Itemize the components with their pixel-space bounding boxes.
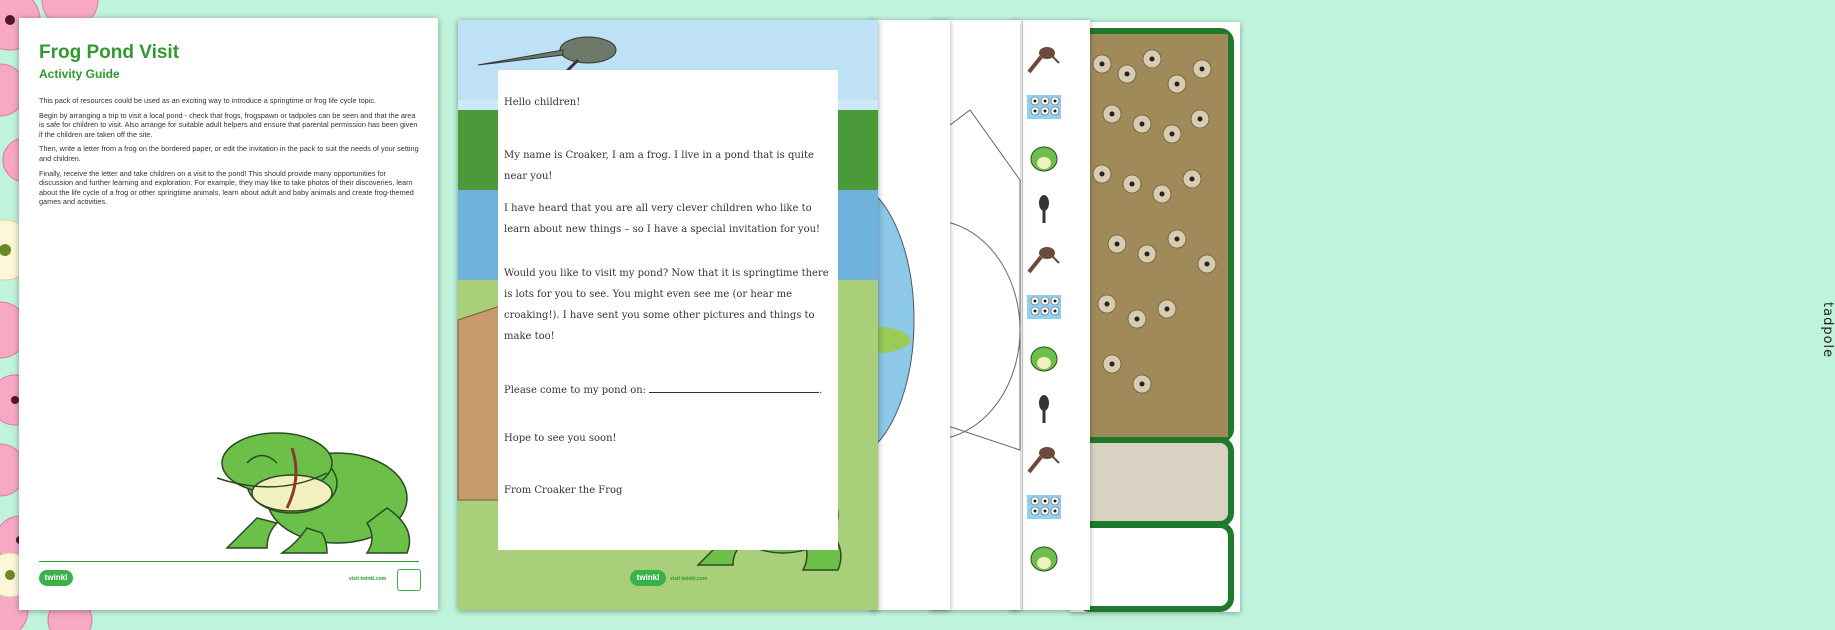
letter-text <box>498 70 838 550</box>
activity-guide-page <box>19 18 438 610</box>
twinkl-logo: twinkl <box>39 570 73 586</box>
frog-icon <box>1031 547 1057 571</box>
tadpole-icon <box>1029 447 1059 472</box>
lifecycle-icon-strip <box>1010 20 1090 610</box>
letter-date-line: Please come to my pond on: . <box>504 380 834 401</box>
guide-paragraph: Finally, receive the letter and take children on a visit to the pond! This should provide many opportunities for discussion and further learning and exploration. For example, they may like to take photos of their discoveries, learn about the life cycle of a frog or other springtime animals, learn about adult and baby animals and create frog-themed games and activities. <box>39 168 414 207</box>
guide-subtitle: Activity Guide <box>39 67 120 81</box>
photo-card-3 <box>1076 522 1234 612</box>
frog-icon <box>1031 147 1057 171</box>
letter-closing: Hope to see you soon! <box>504 433 617 444</box>
badge-icon <box>397 569 421 591</box>
letter-paragraph: My name is Croaker, I am a frog. I live in a pond that is quite near you! <box>504 150 814 182</box>
guide-paragraph: Begin by arranging a trip to visit a local pond - check that frogs, frogspawn or tadpoles can be seen and that the area is safe for children to visit. Also arrange for suitable adult helpers and ensure that parental permission has been given if the children are taken off the site. <box>39 110 418 139</box>
date-blank[interactable] <box>649 382 819 393</box>
date-prompt: Please come to my pond on: <box>504 385 647 396</box>
frog-icon <box>1031 347 1057 371</box>
guide-title: Frog Pond Visit <box>39 42 180 63</box>
tadpole-label: tadpole <box>1820 302 1835 359</box>
photo-card-2 <box>1076 437 1234 527</box>
tadpole-tail-icon <box>1039 395 1049 423</box>
tadpole-tail-icon <box>1039 195 1049 223</box>
lifecycle-icons <box>1025 35 1065 605</box>
frogspawn-photo <box>1076 28 1234 443</box>
guide-paragraph: Then, write a letter from a frog on the bordered paper, or edit the invitation in the pack to suit the needs of your setting and children. <box>39 144 419 163</box>
guide-paragraph: This pack of resources could be used as an exciting way to introduce a springtime or frog life cycle topic. <box>39 96 377 105</box>
tadpole-icon <box>1029 247 1059 272</box>
tadpole-icon <box>1029 47 1059 72</box>
frogspawn-icon <box>1027 495 1061 519</box>
frogspawn-icon <box>1027 295 1061 319</box>
frogspawn-photo-card <box>1070 22 1240 612</box>
visit-link[interactable]: visit twinkl.com <box>349 576 387 582</box>
letter-paragraph: I have heard that you are all very clever children who like to learn about new things – so I have a special invitation for you! <box>504 203 821 235</box>
circle-wheel-card-1 <box>870 20 950 610</box>
guide-body <box>39 96 421 212</box>
letter-signoff: From Croaker the Frog <box>504 485 623 496</box>
footer-divider <box>39 561 419 562</box>
twinkl-logo: twinkl <box>630 570 666 586</box>
letter-greeting: Hello children! <box>504 97 581 108</box>
frogspawn-icon <box>1027 95 1061 119</box>
frog-illustration <box>197 408 427 558</box>
visit-link[interactable]: visit twinkl.com <box>670 576 708 582</box>
letter-paragraph: Would you like to visit my pond? Now that it is springtime there is lots for you to see. You might even see me (or hear me croaking!). I have sent you some other pictures and things to make too! <box>504 268 829 342</box>
